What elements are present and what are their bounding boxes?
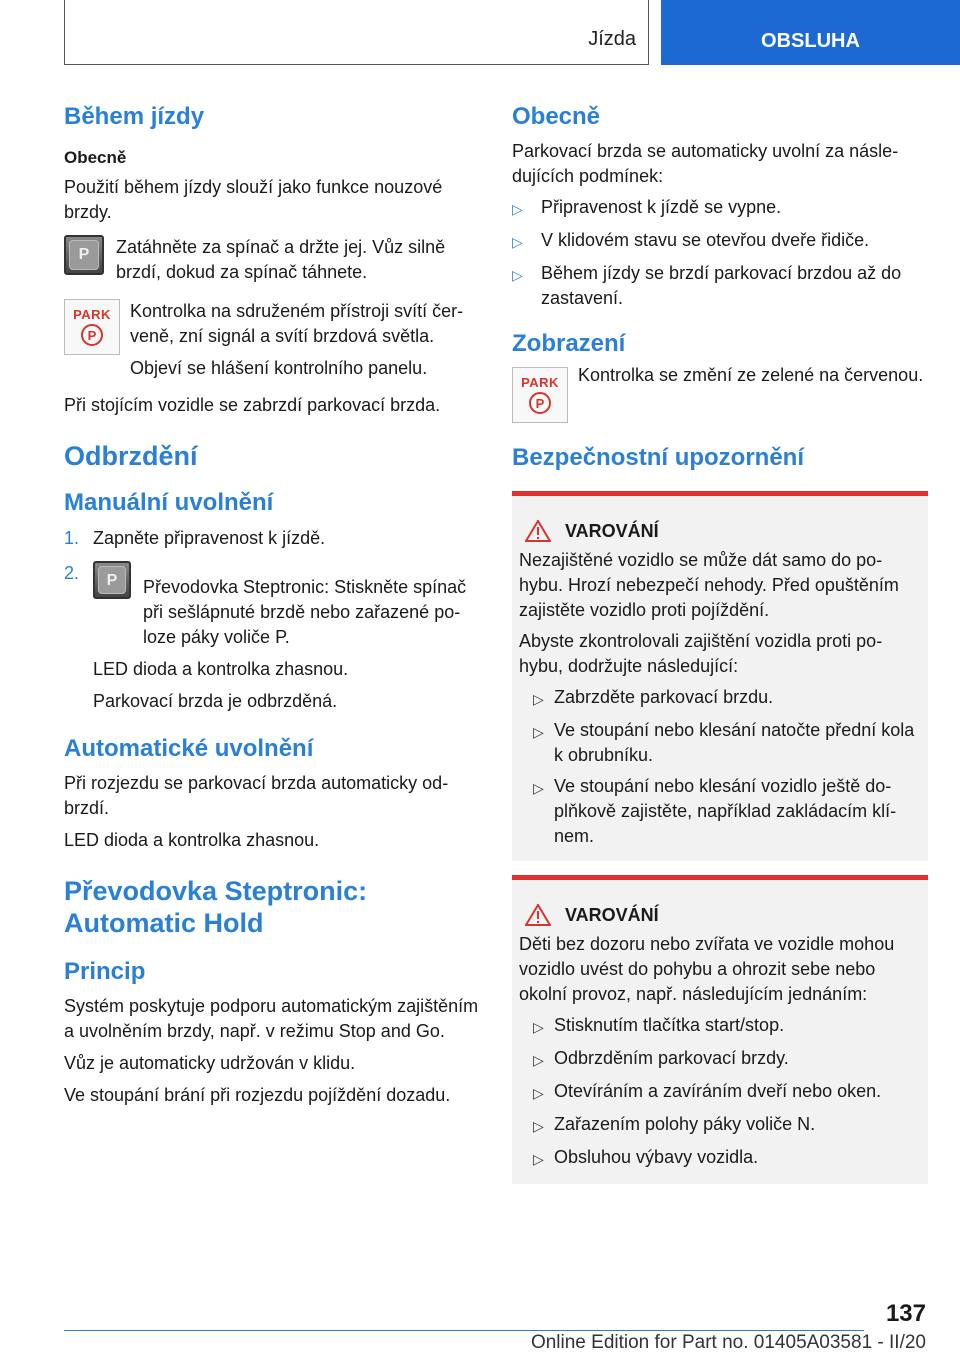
list-item: ▷ Během jízdy se brzdí parkovací brzdou až do zastavení. xyxy=(512,263,902,308)
switch-instruction xyxy=(64,235,484,285)
left-column xyxy=(64,100,484,1108)
park-warning-lamp-icon: PARK P xyxy=(64,299,120,355)
header-chapter-tab: OBSLUHA xyxy=(661,0,960,65)
release-conditions-list xyxy=(512,195,928,311)
warning-triangle-icon xyxy=(525,520,551,542)
step-result-released: Parkovací brzda je odbrzděná. xyxy=(93,691,338,711)
parking-brake-switch-icon: P xyxy=(64,235,104,275)
right-column xyxy=(512,100,928,1184)
warning-box-children xyxy=(512,875,928,1184)
list-item: ▷ Zabrzděte parkovací brzdu. xyxy=(533,687,774,707)
subheading-general: Obecně xyxy=(64,148,127,167)
warning-title: VAROVÁNÍ xyxy=(525,904,920,926)
list-item: ▷ Zařazením polohy páky voliče N. xyxy=(533,1114,816,1134)
list-item: ▷ Ve stoupání nebo klesání natočte přední kola k obrubníku. xyxy=(533,720,915,765)
page-number: 137 xyxy=(885,1300,926,1327)
paragraph-held: Vůz je automaticky udržován v klidu. xyxy=(64,1053,356,1073)
paragraph-slope: Ve stoupání brání při rozjezdu pojíždění dozadu. xyxy=(64,1085,451,1105)
paragraph-principle: Systém poskytuje podporu automatickým zajištěním a uvolněním brzdy, např. v režimu Stop and Go. xyxy=(64,996,479,1041)
paragraph-stationary: Při stojícím vozidle se zabrzdí parkovací brzda. xyxy=(64,395,441,415)
heading-manual-release: Manuální uvolnění xyxy=(64,489,274,516)
parking-brake-switch-icon: P xyxy=(93,561,131,599)
list-item: ▷ Obsluhou výbavy vozidla. xyxy=(533,1147,759,1167)
list-item: 1. Zapněte připravenost k jízdě. xyxy=(64,528,326,548)
paragraph-general: Použití během jízdy slouží jako funkce nouzové brzdy. xyxy=(64,177,443,222)
paragraph-auto-release: Při rozjezdu se parkovací brzda automaticky odbrzdí. xyxy=(64,773,449,818)
heading-principle: Princip xyxy=(64,958,146,985)
header-section-title: Jízda xyxy=(588,28,636,50)
warning-title: VAROVÁNÍ xyxy=(525,520,920,542)
heading-safety: Bezpečnostní upozornění xyxy=(512,444,805,471)
heading-release: Odbrzdění xyxy=(64,441,198,471)
header-frame xyxy=(64,0,649,65)
list-item: ▷ Odbrzděním parkovací brzdy. xyxy=(533,1048,789,1068)
step-result-led: LED dioda a kontrolka zhasnou. xyxy=(93,659,349,679)
heading-display: Zobrazení xyxy=(512,330,626,357)
heading-auto-release: Automatické uvolnění xyxy=(64,735,314,762)
paragraph-pull-switch: Zatáhněte za spínač a držte jej. Vůz silně brzdí, dokud za spínač táhnete. xyxy=(116,237,446,282)
lamp-instruction xyxy=(64,299,484,381)
footer-edition: Online Edition for Part no. 01405A03581 - II/20 xyxy=(530,1332,926,1353)
list-item: ▷ Stisknutím tlačítka start/stop. xyxy=(533,1015,785,1035)
warning-text: Nezajištěné vozidlo se může dát samo do pohybu. Hrozí nebezpečí nehody. Před opuštěním zajistěte vozidlo proti pojíždění. xyxy=(519,550,899,620)
paragraph-display: Kontrolka se změní ze zelené na červenou. xyxy=(578,365,924,385)
park-warning-lamp-icon: PARK P xyxy=(512,367,568,423)
list-item: ▷ Otevíráním a zavíráním dveří nebo oken. xyxy=(533,1081,882,1101)
footer-divider xyxy=(64,1330,864,1331)
warning-list xyxy=(519,685,920,849)
warning-triangle-icon xyxy=(525,904,551,926)
paragraph-auto-led: LED dioda a kontrolka zhasnou. xyxy=(64,830,320,850)
warning-list xyxy=(519,1013,920,1172)
heading-automatic-hold: Převodovka Steptronic: Automatic Hold xyxy=(64,876,368,938)
list-item: ▷ Připravenost k jízdě se vypne. xyxy=(512,197,782,217)
manual-release-steps xyxy=(64,526,484,714)
list-item: 2. P Převodovka Steptronic: Stiskněte spínač při sešlápnuté brzdě nebo zařazené poloze páky voliče P. LED dioda a kontrolka zhasnou. Parkovací brzda je odbrzděná. xyxy=(64,561,484,714)
heading-during-drive: Během jízdy xyxy=(64,103,205,130)
warning-box-unsecured xyxy=(512,491,928,861)
paragraph-message: Objeví se hlášení kontrolního panelu. xyxy=(130,358,428,378)
warning-text: Děti bez dozoru nebo zvířata ve vozidle mohou vozidlo uvést do pohybu a ohrozit sebe nebo okolní provoz, např. následujícím jednáním: xyxy=(519,934,895,1004)
list-item: ▷ Ve stoupání nebo klesání vozidlo ještě doplňkově zajistěte, například zakládacím klínem. xyxy=(533,776,897,846)
display-lamp-row xyxy=(512,367,928,423)
list-item: ▷ V klidovém stavu se otevřou dveře řidiče. xyxy=(512,230,870,250)
heading-general-right: Obecně xyxy=(512,103,601,130)
warning-text: Abyste zkontrolovali zajištění vozidla proti pohybu, dodržujte následující: xyxy=(519,631,883,676)
paragraph-conditions-intro: Parkovací brzda se automaticky uvolní za následujících podmínek: xyxy=(512,141,899,186)
paragraph-lamp: Kontrolka na sdruženém přístroji svítí červeně, zní signál a svítí brzdová světla. xyxy=(130,301,464,346)
